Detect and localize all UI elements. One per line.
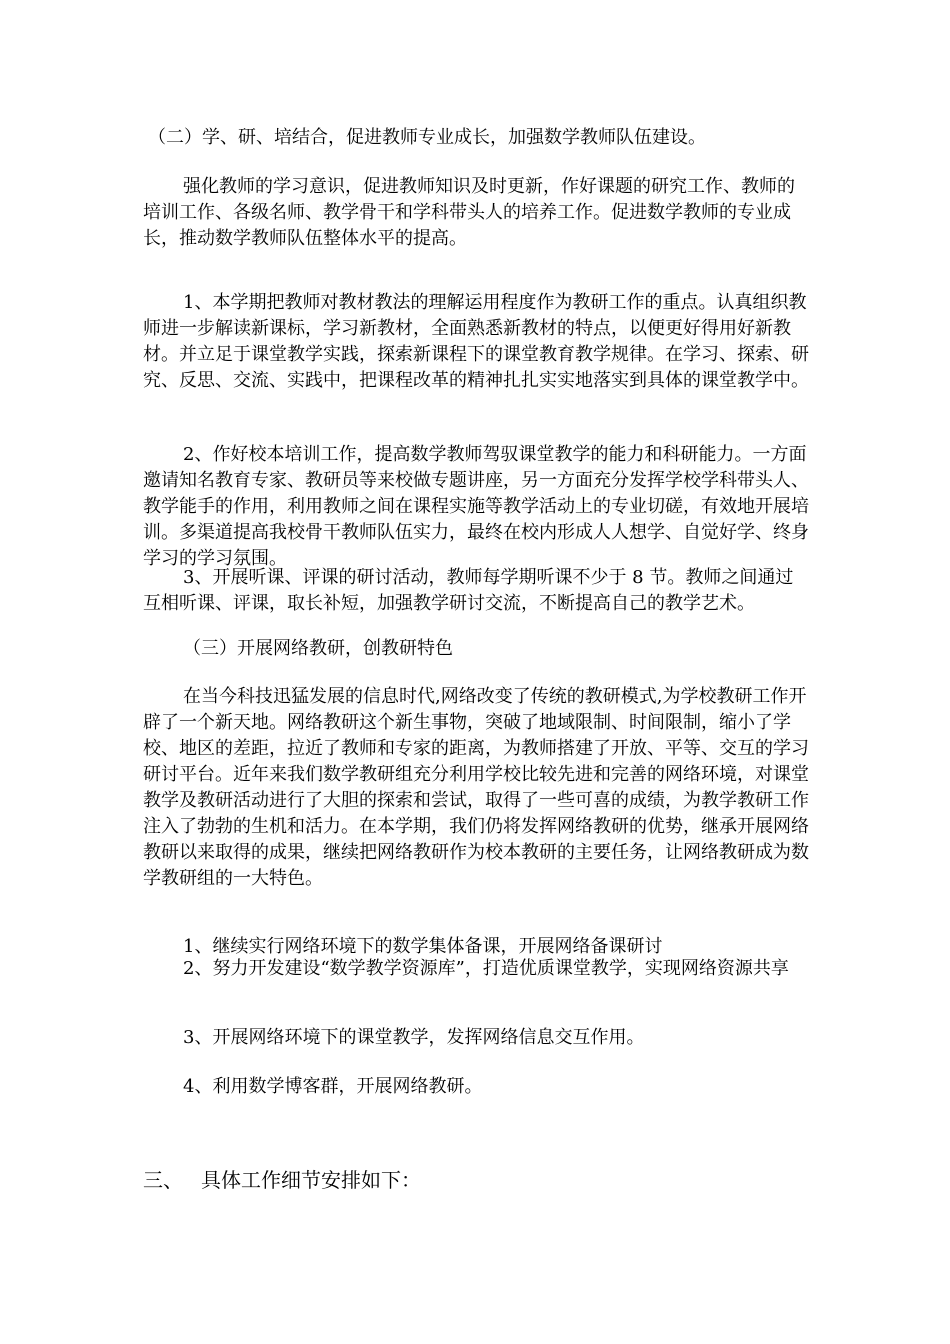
section-number: 三、 [143,1168,183,1192]
subsection-heading-2: （二）学、研、培结合，促进教师专业成长，加强数学教师队伍建设。 [148,127,706,148]
paragraph-item-2-1: 1、本学期把教师对教材教法的理解运用程度作为教研工作的重点。认真组织教师进一步解读新课标，学习新教材，全面熟悉新教材的特点，以便更好得用好新教材。并立足于课堂教学实践，探索新课程下的课堂教育教学规律。在学习、探索、研究、反思、交流、实践中，把课程改革的精神扎扎实实地落实到具体的课堂教学中。 [143,292,809,391]
paragraph-intro-3: 在当今科技迅猛发展的信息时代,网络改变了传统的教研模式,为学校教研工作开辟了一个新天地。网络教研这个新生事物，突破了地域限制、时间限制，缩小了学校、地区的差距，拉近了教师和专家的距离，为教师搭建了开放、平等、交互的学习研讨平台。近年来我们数学教研组充分利用学校比较先进和完善的网络环境，对课堂教学及教研活动进行了大胆的探索和尝试，取得了一些可喜的成绩，为教学教研工作注入了勃勃的生机和活力。在本学期，我们仍将发挥网络教研的优势，继承开展网络教研以来取得的成果，继续把网络教研作为校本教研的主要任务，让网络教研成为数学教研组的一大特色。 [143,686,809,889]
paragraph-intro-2: 强化教师的学习意识，促进教师知识及时更新，作好课题的研究工作、教师的培训工作、各级名师、教学骨干和学科带头人的培养工作。促进数学教师的专业成长，推动数学教师队伍整体水平的提高。 [143,176,795,249]
paragraph-item-3-1: 1、继续实行网络环境下的数学集体备课，开展网络备课研讨 [183,936,663,957]
paragraph-item-3-2: 2、努力开发建设“数学教学资源库”，打造优质课堂教学，实现网络资源共享 [183,958,789,979]
section-title: 具体工作细节安排如下： [201,1168,421,1192]
paragraph-item-3-4: 4、利用数学博客群，开展网络教研。 [183,1076,483,1097]
paragraph-item-2-2: 2、作好校本培训工作，提高数学教师驾驭课堂教学的能力和科研能力。一方面邀请知名教育专家、教研员等来校做专题讲座，另一方面充分发挥学校学科带头人、教学能手的作用，利用教师之间在课程实施等教学活动上的专业切磋，有效地开展培训。多渠道提高我校骨干教师队伍实力，最终在校内形成人人想学、自觉好学、终身学习的学习氛围。 [143,444,809,569]
subsection-heading-3: （三）开展网络教研，创教研特色 [183,638,453,659]
paragraph-item-2-3: 3、开展听课、评课的研讨活动，教师每学期听课不少于 8 节。教师之间通过互相听课、评课，取长补短，加强教学研讨交流，不断提高自己的教学艺术。 [143,567,794,614]
paragraph-item-3-3: 3、开展网络环境下的课堂教学，发挥网络信息交互作用。 [183,1027,645,1048]
section-heading-3 [143,1166,421,1194]
